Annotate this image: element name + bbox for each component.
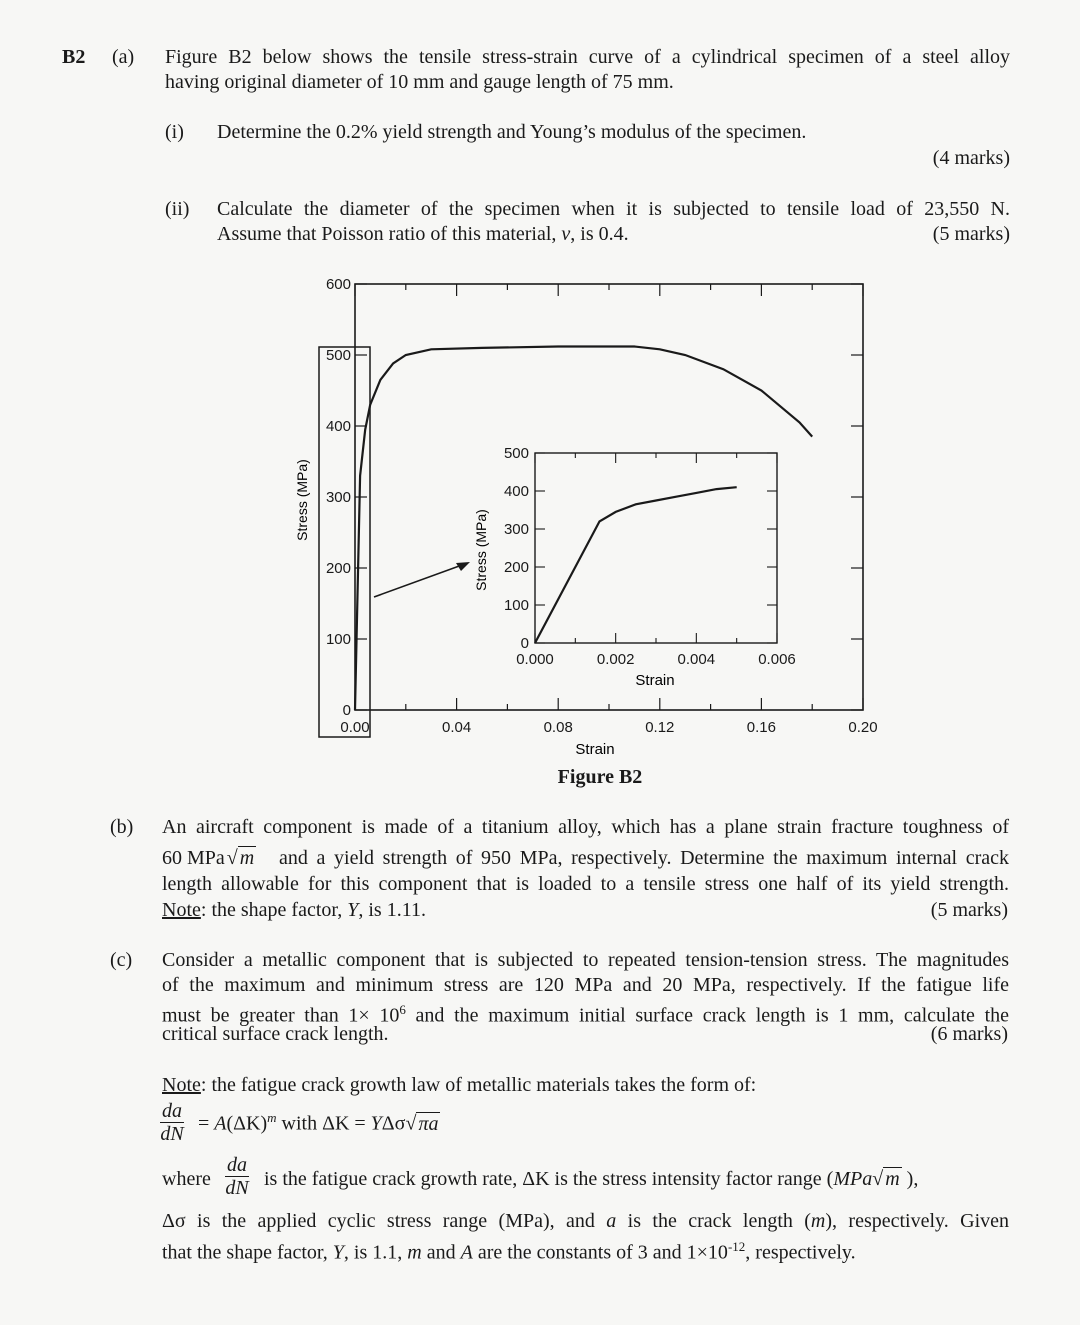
sub-i-marks: (4 marks) bbox=[932, 147, 1010, 169]
inset-stress-strain-curve bbox=[535, 487, 737, 643]
main-y-tick-label: 0 bbox=[342, 702, 351, 719]
where-text: is the fatigue crack growth rate, ΔK is the stress intensity factor range (MPa√ m ), bbox=[264, 1168, 919, 1190]
inset-y-tick-label: 400 bbox=[503, 483, 529, 500]
inset-y-tick-label: 200 bbox=[503, 559, 529, 576]
part-c-line2: of the maximum and minimum stress are 120 MPa and 20 MPa, respectively. If the fatigue life bbox=[162, 974, 1009, 996]
part-b-line2: 60 MPa √ m bbox=[162, 847, 255, 869]
where-label: where bbox=[162, 1168, 211, 1190]
inset-plot-frame bbox=[535, 453, 777, 643]
part-c-line3: must be greater than $1\times 10^6$ and the maximum initial surface crack length is 1 mm, calculate the bbox=[162, 1002, 1010, 1027]
part-c-label: (c) bbox=[110, 949, 133, 971]
inset-y-tick-label: 0 bbox=[520, 635, 529, 652]
part-b-line1: An aircraft component is made of a titanium alloy, which has a plane strain fracture toughness of bbox=[162, 816, 1009, 838]
main-y-tick-label: 300 bbox=[325, 489, 351, 506]
question-number: B2 bbox=[62, 46, 86, 68]
sub-i-label: (i) bbox=[165, 121, 184, 143]
part-c-note: Note: the fatigue crack growth law of metallic materials takes the form of: bbox=[162, 1074, 757, 1096]
inset-x-axis-label: Strain bbox=[635, 672, 675, 689]
inset-x-tick-label: 0.000 bbox=[516, 651, 554, 668]
main-y-tick-label: 200 bbox=[325, 560, 351, 577]
main-x-tick-label: 0.04 bbox=[441, 719, 472, 736]
part-b-note: Note: the shape factor, Y, is 1.11. bbox=[162, 899, 426, 921]
part-a-intro-line1: Figure B2 below shows the tensile stress-strain curve of a cylindrical specimen of a steel alloy bbox=[165, 46, 1010, 68]
part-c-last-line1: Δσ is the applied cyclic stress range (MPa), and a is the crack length (m), respectively. Given bbox=[162, 1210, 1009, 1232]
inset-x-tick-label: 0.004 bbox=[677, 651, 716, 668]
part-b-line2-rest: and a yield strength of 950 MPa, respectively. Determine the maximum internal crack bbox=[279, 847, 1009, 869]
main-x-tick-label: 0.16 bbox=[746, 719, 777, 736]
eq-fraction-da-dn: $\frac{da}{dN}$ bbox=[160, 1100, 184, 1145]
main-y-tick-label: 100 bbox=[325, 631, 351, 648]
elastic-region-box bbox=[319, 347, 370, 737]
main-plot-frame bbox=[355, 284, 863, 710]
main-y-tick-label: 500 bbox=[325, 347, 351, 364]
main-x-axis-label: Strain bbox=[575, 741, 615, 758]
part-c-line4: critical surface crack length. bbox=[162, 1023, 389, 1045]
where-fraction-da-dn: $\frac{da}{dN}$ bbox=[225, 1154, 249, 1199]
inset-x-tick-label: 0.002 bbox=[596, 651, 635, 668]
main-y-tick-label: 400 bbox=[325, 418, 351, 435]
inset-y-tick-label: 500 bbox=[503, 445, 529, 462]
inset-x-tick-label: 0.006 bbox=[758, 651, 796, 668]
inset-y-tick-label: 300 bbox=[503, 521, 529, 538]
main-y-axis-label: Stress (MPa) bbox=[294, 459, 310, 541]
sub-ii-line2: Assume that Poisson ratio of this material, v, is 0.4. bbox=[217, 223, 629, 245]
main-x-tick-label: 0.20 bbox=[848, 719, 878, 736]
main-stress-strain-curve bbox=[355, 347, 812, 711]
part-b-label: (b) bbox=[110, 816, 134, 838]
part-a-label: (a) bbox=[112, 46, 135, 68]
figure-caption: Figure B2 bbox=[557, 766, 643, 788]
main-x-tick-label: 0.00 bbox=[340, 719, 370, 736]
part-c-last-line2: that the shape factor, Y, is 1.1, m and A are the constants of 3 and $1\times 10^{-12}$, respectively. bbox=[162, 1239, 856, 1264]
sub-ii-line1: Calculate the diameter of the specimen when it is subjected to tensile load of 23,550 N. bbox=[217, 198, 1010, 220]
part-c-marks: (6 marks) bbox=[930, 1023, 1008, 1045]
inset-y-axis-label: Stress (MPa) bbox=[473, 509, 489, 591]
main-x-tick-label: 0.08 bbox=[543, 719, 573, 736]
main-x-tick-label: 0.12 bbox=[645, 719, 675, 736]
sub-i-text: Determine the 0.2% yield strength and Young’s modulus of the specimen. bbox=[217, 121, 807, 143]
pointer-arrow-line bbox=[374, 565, 462, 597]
part-a-intro-line2: having original diameter of 10 mm and gauge length of 75 mm. bbox=[165, 71, 674, 93]
sub-ii-label: (ii) bbox=[165, 198, 190, 220]
crack-growth-equation: = $A(\Delta K)^m$ with ΔK = YΔσ√ πa bbox=[198, 1110, 439, 1135]
main-y-tick-label: 600 bbox=[325, 276, 351, 293]
part-b-line3: length allowable for this component that is loaded to a tensile stress one half of its yield strength. bbox=[162, 873, 1009, 895]
part-c-line1: Consider a metallic component that is subjected to repeated tension-tension stress. The magnitudes bbox=[162, 949, 1009, 971]
inset-y-tick-label: 100 bbox=[503, 597, 529, 614]
part-b-marks: (5 marks) bbox=[930, 899, 1008, 921]
figure-b2 bbox=[0, 260, 1080, 790]
sub-ii-marks: (5 marks) bbox=[932, 223, 1010, 245]
